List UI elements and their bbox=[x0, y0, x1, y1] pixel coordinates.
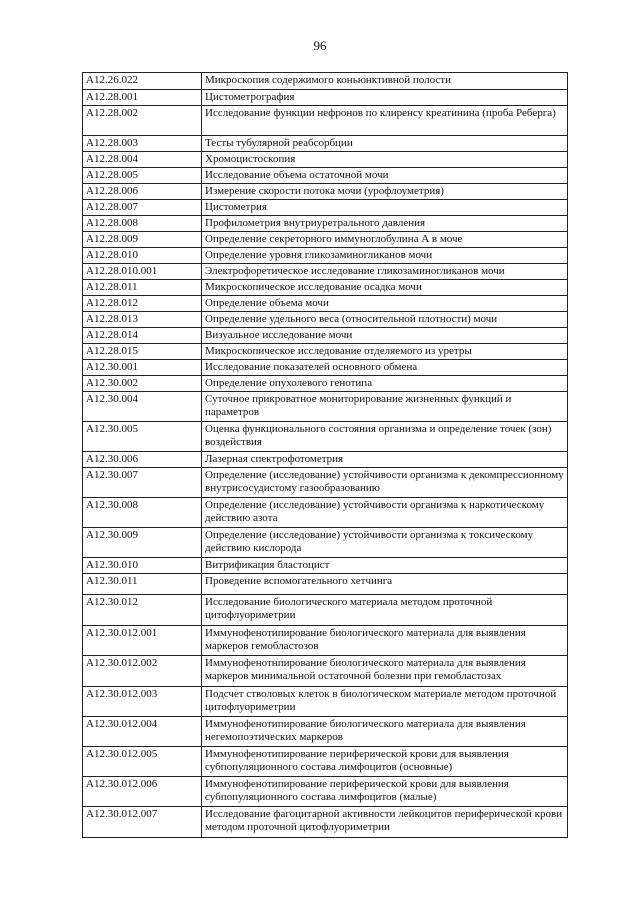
service-description-cell: Иммунофенотипирование периферической крови для выявления субпопуляционного состава лимфоцитов (основные) bbox=[202, 747, 568, 777]
service-description-cell: Электрофоретическое исследование гликозаминогликанов мочи bbox=[202, 264, 568, 280]
service-code-cell: A12.28.006 bbox=[83, 184, 202, 200]
table-row bbox=[83, 360, 568, 376]
service-description-cell: Исследование функции нефронов по клиренсу креатинина (проба Реберга) bbox=[202, 106, 568, 136]
service-code-cell: A12.28.004 bbox=[83, 152, 202, 168]
table-row bbox=[83, 73, 568, 90]
service-code-cell: A12.30.008 bbox=[83, 498, 202, 528]
service-description-cell: Суточное прикроватное мониторирование жизненных функций и параметров bbox=[202, 392, 568, 422]
service-description-cell: Определение (исследование) устойчивости организма к токсическому действию кислорода bbox=[202, 528, 568, 558]
service-code-cell: A12.28.005 bbox=[83, 168, 202, 184]
service-description-cell: Определение объема мочи bbox=[202, 296, 568, 312]
table-row bbox=[83, 136, 568, 152]
service-code-cell: A12.30.011 bbox=[83, 574, 202, 595]
service-code-cell: A12.30.012.006 bbox=[83, 777, 202, 807]
table-row bbox=[83, 264, 568, 280]
service-description-cell: Иммунофенотипирование биологического материала для выявления негемопоэтических маркеров bbox=[202, 717, 568, 747]
service-description-cell: Иммунофенотнпирование биологического материала для выявления маркеров минимальной остаточной болезни при гемобластозах bbox=[202, 656, 568, 687]
service-code-cell: A12.30.012.003 bbox=[83, 687, 202, 717]
table-row bbox=[83, 248, 568, 264]
service-description-cell: Определение уровня гликозаминогликанов мочи bbox=[202, 248, 568, 264]
table-row bbox=[83, 344, 568, 360]
service-description-cell: Проведение вспомогательного хетчинга bbox=[202, 574, 568, 595]
service-description-cell: Иммунофенотипирование периферической крови для выявления субпопуляционного состава лимфоцитов (малые) bbox=[202, 777, 568, 807]
service-code-cell: A12.28.009 bbox=[83, 232, 202, 248]
table-row bbox=[83, 717, 568, 747]
table-row bbox=[83, 216, 568, 232]
service-description-cell: Подсчет стволовых клеток в биологическом материале методом проточной цитофлуориметрии bbox=[202, 687, 568, 717]
service-description-cell: Цистометрография bbox=[202, 90, 568, 106]
table-row bbox=[83, 777, 568, 807]
service-description-cell: Исследование показателей основного обмена bbox=[202, 360, 568, 376]
table-row bbox=[83, 152, 568, 168]
service-code-cell: A12.28.007 bbox=[83, 200, 202, 216]
service-code-cell: A12.30.004 bbox=[83, 392, 202, 422]
service-description-cell: Определение опухолевого генотипа bbox=[202, 376, 568, 392]
service-code-cell: A12.30.012.005 bbox=[83, 747, 202, 777]
service-codes-table bbox=[82, 72, 568, 838]
service-description-cell: Визуальное исследование мочи bbox=[202, 328, 568, 344]
table-row bbox=[83, 747, 568, 777]
service-description-cell: Исследование объема остаточной мочи bbox=[202, 168, 568, 184]
service-code-cell: A12.28.011 bbox=[83, 280, 202, 296]
service-description-cell: Определение (исследование) устойчивости организма к декомпрессионному внутрисосудистому газообразованию bbox=[202, 468, 568, 498]
table-row bbox=[83, 687, 568, 717]
table-row bbox=[83, 392, 568, 422]
service-description-cell: Исследование фагоцитарной активности лейкоцитов периферической крови методом проточной цитофлуориметрии bbox=[202, 807, 568, 838]
service-code-cell: A12.28.014 bbox=[83, 328, 202, 344]
service-code-cell: A12.28.012 bbox=[83, 296, 202, 312]
table-row bbox=[83, 328, 568, 344]
table-row bbox=[83, 232, 568, 248]
service-description-cell: Определение (исследование) устойчивости организма к наркотическому действию азота bbox=[202, 498, 568, 528]
service-code-cell: A12.30.002 bbox=[83, 376, 202, 392]
table-row bbox=[83, 468, 568, 498]
service-code-cell: A12.30.012.007 bbox=[83, 807, 202, 838]
service-description-cell: Цистометрия bbox=[202, 200, 568, 216]
service-code-cell: A12.30.010 bbox=[83, 558, 202, 574]
table-row bbox=[83, 106, 568, 136]
table-row bbox=[83, 452, 568, 468]
page-number: 96 bbox=[313, 38, 327, 53]
table-row bbox=[83, 168, 568, 184]
service-description-cell: Микроскопическое исследование осадка мочи bbox=[202, 280, 568, 296]
service-code-cell: A12.28.015 bbox=[83, 344, 202, 360]
service-description-cell: Определение удельного веса (относительной плотности) мочи bbox=[202, 312, 568, 328]
service-code-cell: A12.30.012.004 bbox=[83, 717, 202, 747]
service-code-cell: A12.30.012 bbox=[83, 595, 202, 626]
table-row bbox=[83, 574, 568, 595]
service-code-cell: A12.30.009 bbox=[83, 528, 202, 558]
table-row bbox=[83, 558, 568, 574]
service-code-cell: A12.28.010 bbox=[83, 248, 202, 264]
service-description-cell: Лазерная спектрофотометрия bbox=[202, 452, 568, 468]
service-description-cell: Микроскопия содержимого коньюнктивной полости bbox=[202, 73, 568, 90]
service-code-cell: A12.28.003 bbox=[83, 136, 202, 152]
service-description-cell: Оценка функционального состояния организма и определение точек (зон) воздействия bbox=[202, 422, 568, 452]
service-description-cell: Исследование биологического материала методом проточной цитофлуориметрии bbox=[202, 595, 568, 626]
table-row bbox=[83, 656, 568, 687]
service-code-cell: A12.30.012.002 bbox=[83, 656, 202, 687]
service-code-cell: A12.26.022 bbox=[83, 73, 202, 90]
service-code-cell: A12.28.002 bbox=[83, 106, 202, 136]
table-row bbox=[83, 498, 568, 528]
service-code-cell: A12.28.010.001 bbox=[83, 264, 202, 280]
service-code-cell: A12.30.007 bbox=[83, 468, 202, 498]
service-code-cell: A12.28.008 bbox=[83, 216, 202, 232]
service-description-cell: Измерение скорости потока мочи (урофлоуметрия) bbox=[202, 184, 568, 200]
table-row bbox=[83, 312, 568, 328]
service-code-cell: A12.28.013 bbox=[83, 312, 202, 328]
service-description-cell: Определение секреторного иммуноглобулина А в моче bbox=[202, 232, 568, 248]
service-code-cell: A12.30.006 bbox=[83, 452, 202, 468]
service-description-cell: Иммунофенотипирование биологического материала для выявления маркеров гемобластозов bbox=[202, 626, 568, 656]
table-row bbox=[83, 280, 568, 296]
service-code-cell: A12.28.001 bbox=[83, 90, 202, 106]
table-row bbox=[83, 184, 568, 200]
service-code-cell: A12.30.012.001 bbox=[83, 626, 202, 656]
table-row bbox=[83, 90, 568, 106]
table-row bbox=[83, 296, 568, 312]
service-codes-table-body bbox=[83, 73, 568, 838]
service-code-cell: A12.30.001 bbox=[83, 360, 202, 376]
table-row bbox=[83, 200, 568, 216]
service-description-cell: Тесты тубулярной реабсорбции bbox=[202, 136, 568, 152]
table-row bbox=[83, 626, 568, 656]
table-row bbox=[83, 528, 568, 558]
table-row bbox=[83, 807, 568, 838]
service-description-cell: Витрификация бластоцист bbox=[202, 558, 568, 574]
service-description-cell: Микроскопическое исследование отделяемого из уретры bbox=[202, 344, 568, 360]
table-row bbox=[83, 376, 568, 392]
table-row bbox=[83, 595, 568, 626]
service-description-cell: Профилометрия внутриуретрального давления bbox=[202, 216, 568, 232]
service-description-cell: Хромоцистоскопия bbox=[202, 152, 568, 168]
service-code-cell: A12.30.005 bbox=[83, 422, 202, 452]
table-row bbox=[83, 422, 568, 452]
